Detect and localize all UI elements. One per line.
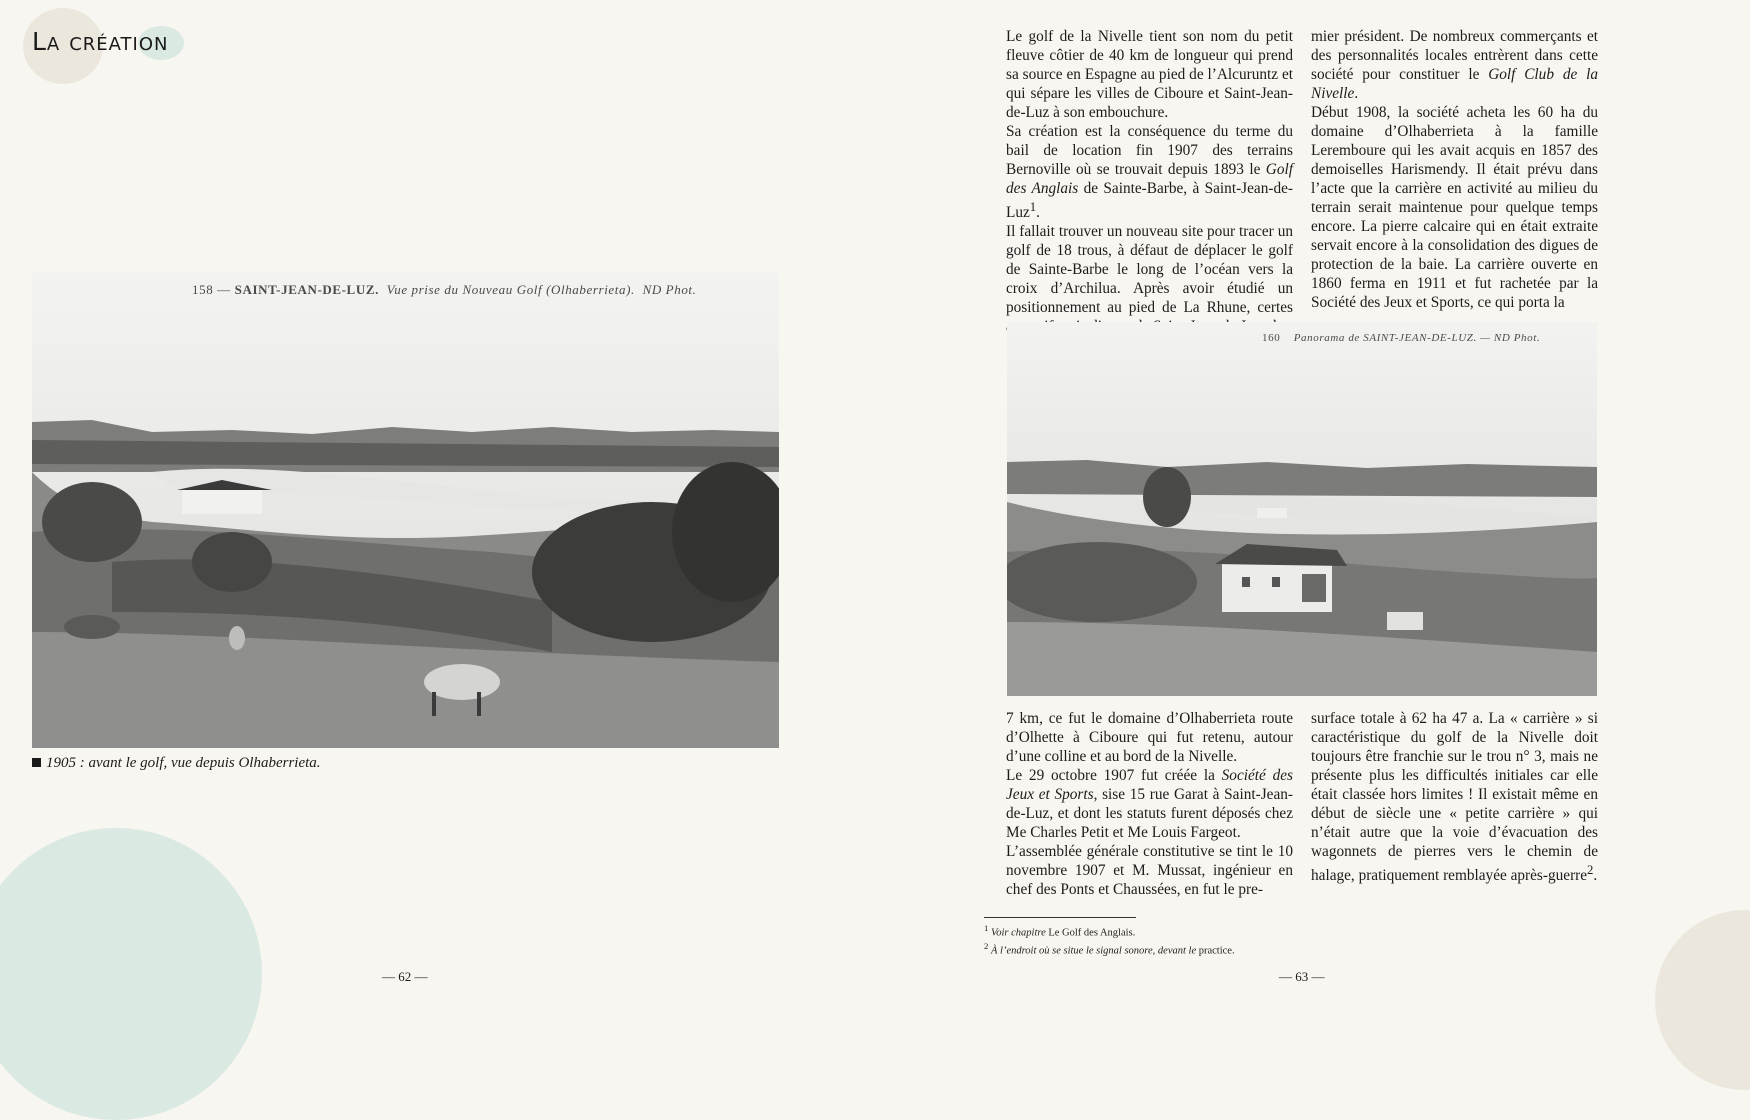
paragraph: surface totale à 62 ha 47 a. La « carrière » si caractéristique du golf de la Nivelle doit toujours être franchie sur le trou n° 3, mais ne présente plus les difficultés initiales car elle était classée hors limites ! Il existait même en début de siècle une « petite carrière » qui n’était autre que la voie d’évacuation des wagonnets de pierres vers le chemin de halage, pratiquement remblayée après-guerre$^2$. — [1311, 710, 1598, 885]
text-column-bottom-left — [1006, 709, 1293, 899]
footnote: $^1$ Voir chapitre Le Golf des Anglais. — [984, 923, 1136, 939]
photo-image — [32, 272, 779, 748]
footnote-ref: 2 — [1587, 863, 1594, 877]
footnote-divider — [984, 917, 1136, 918]
text-column-top-left — [1006, 27, 1293, 336]
postcard-city: SAINT-JEAN-DE-LUZ. — [234, 282, 379, 297]
paragraph: Début 1908, la société acheta les 60 ha du domaine d’Olhaberrieta à la famille Lerembourе qui les avait acquis en 1857 des demoiselles Harismendy. Il était prévu dans l’acte que la carrière en activité au milieu du terrain serait maintenue pour quelque temps encore. La pierre calcaire qui en était extraite servait encore à la consolidation des digues de protection de la baie. La carrière ouverte en 1860 ferma en 1911 et fut rachetée par la Société des Jeux et Sports, ce qui porta la — [1311, 104, 1598, 311]
photo-image — [1007, 322, 1597, 696]
postcard-description: Vue prise du Nouveau Golf (Olhaberrieta). — [386, 282, 635, 297]
postcard-panorama-title: Panorama de SAINT-JEAN-DE-LUZ. — ND Phot. — [1293, 332, 1541, 344]
page-number-right: — 63 — — [1279, 969, 1325, 984]
postcard-photo-olhaberrieta — [32, 272, 779, 748]
bullet-square-icon — [32, 758, 41, 767]
section-title: La création — [32, 27, 169, 56]
text-column-bottom-right — [1311, 709, 1598, 885]
postcard-caption — [1262, 332, 1540, 344]
photo-caption — [32, 755, 321, 772]
paragraph: Il fallait trouver un nouveau site pour tracer un golf de 18 trous, à défaut de déplacer le golf de Sainte-Barbe le long de l’océan vers la croix d’Archilua. Après avoir étudié un positionnement au pied de La Rhune, certes — [1006, 223, 1293, 317]
postcard-photo-panorama — [1007, 322, 1597, 696]
postcard-number: 160 — [1262, 332, 1281, 344]
paragraph: mier président. De nombreux commerçants et des personnalités locales entrèrent dans cette société pour constituer le Golf Club de la Nivelle. — [1311, 28, 1598, 102]
text-column-top-right — [1311, 27, 1598, 312]
decorative-circle — [0, 828, 262, 1120]
postcard-credit: ND Phot. — [642, 282, 697, 297]
paragraph: L’assemblée générale constitutive se tint le 10 novembre 1907 et M. Mussat, ingénieur en chef des Ponts et Chaussées, en fut le pre- — [1006, 843, 1293, 898]
page-number-left: — 62 — — [382, 969, 428, 984]
paragraph: Le 29 octobre 1907 fut créée la Société des Jeux et Sports, sise 15 rue Garat à Saint-Jean-de-Luz, et dont les statuts furent déposés chez Me Charles Petit et Me Louis Fargeot. — [1006, 767, 1293, 841]
paragraph: Le golf de la Nivelle tient son nom du petit fleuve côtier de 40 km de longueur qui prend sa source en Espagne au pied de l’Alcuruntz et qui sépare les villes de Ciboure et Saint-Jean-de-Luz à son embouchure. — [1006, 28, 1293, 121]
paragraph: Sa création est la conséquence du terme du bail de location fin 1907 des terrains Bernoville où se trouvait depuis 1893 le Golf des Anglais de Sainte-Barbe, à Saint-Jean-de-Luz$^1$. — [1006, 123, 1293, 222]
footnotes — [984, 922, 1235, 957]
postcard-caption: 158 — SAINT-JEAN-DE-LUZ. Vue prise du Nouveau Golf (Olhaberrieta). ND Phot. — [192, 282, 697, 297]
decorative-circle — [1655, 910, 1750, 1090]
postcard-number: 158 — [192, 282, 214, 297]
footnote: $^2$ À l’endroit où se situe le signal sonore, devant le practice. — [984, 940, 1235, 956]
footnote-ref: 1 — [1029, 200, 1037, 214]
paragraph: 7 km, ce fut le domaine d’Olhaberrieta route d’Olhette à Ciboure qui fut retenu, autour d’une colline et au bord de la Nivelle. — [1006, 710, 1293, 765]
photo-caption-text: 1905 : avant le golf, vue depuis Olhaberrieta. — [46, 755, 321, 771]
